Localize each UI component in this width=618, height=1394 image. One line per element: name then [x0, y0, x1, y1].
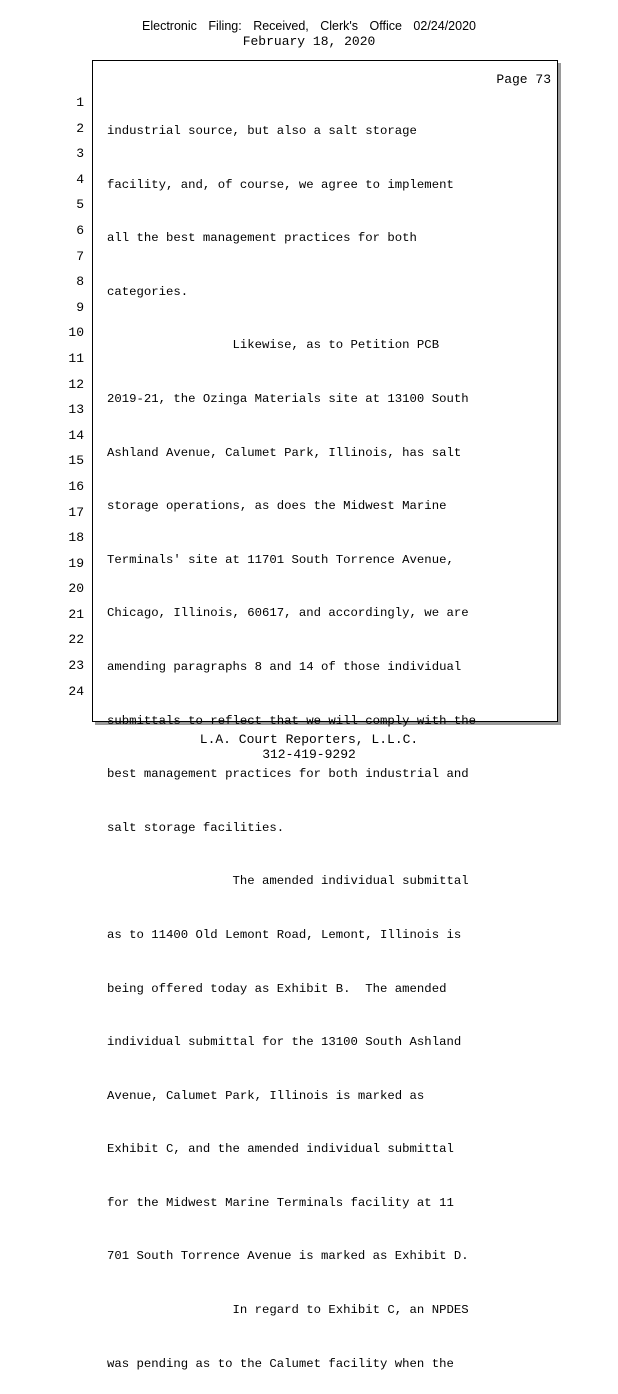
line-number: 18 [68, 530, 84, 546]
transcript-line: individual submittal for the 13100 South Ashland [107, 1035, 462, 1050]
transcript-line: amending paragraphs 8 and 14 of those individual [107, 659, 462, 674]
line-number: 2 [76, 120, 84, 136]
reporter-company: L.A. Court Reporters, L.L.C. [199, 732, 419, 747]
transcript-line: Terminals' site at 11701 South Torrence Avenue, [107, 552, 454, 567]
line-number: 14 [68, 427, 84, 443]
line-number: 21 [68, 606, 84, 622]
transcript-line: was pending as to the Calumet facility when the [107, 1356, 454, 1371]
line-number: 24 [68, 683, 84, 699]
line-number: 16 [68, 478, 84, 494]
line-number: 3 [76, 146, 84, 162]
line-number: 19 [68, 555, 84, 571]
line-number: 13 [68, 402, 84, 418]
transcript-line: as to 11400 Old Lemont Road, Lemont, Illinois is [107, 927, 462, 942]
line-number: 17 [68, 504, 84, 520]
transcript-line: industrial source, but also a salt storage [107, 124, 417, 138]
line-number: 1 [76, 95, 84, 110]
line-number: 8 [76, 274, 84, 290]
transcript-line: 701 South Torrence Avenue is marked as Exhibit D. [107, 1249, 469, 1264]
transcript-line: categories. [107, 284, 189, 299]
line-number: 11 [68, 350, 84, 366]
transcript-line: being offered today as Exhibit B. The amended [107, 981, 447, 996]
transcript-line: Avenue, Calumet Park, Illinois is marked as [107, 1088, 425, 1103]
transcript-line: Exhibit C, and the amended individual submittal [107, 1142, 454, 1157]
transcript-line: all the best management practices for both [107, 231, 417, 246]
line-number: 10 [68, 325, 84, 341]
transcript-line: Ashland Avenue, Calumet Park, Illinois, has salt [107, 445, 462, 460]
page-number: Page 73 [496, 72, 551, 87]
filing-stamp: Electronic Filing: Received, Clerk's Office 02/24/2020 [142, 19, 476, 33]
line-number: 22 [68, 632, 84, 648]
transcript-line: salt storage facilities. [107, 820, 285, 835]
line-number: 20 [68, 581, 84, 597]
transcript-line: for the Midwest Marine Terminals facility at 11 [107, 1195, 454, 1210]
transcript-line: best management practices for both industrial and [107, 767, 469, 782]
line-number-column [50, 94, 84, 708]
line-number: 6 [76, 222, 84, 238]
transcript-line: Likewise, as to Petition PCB [107, 338, 440, 353]
reporter-phone: 312-419-9292 [262, 747, 356, 762]
transcript-line: submittals to reflect that we will comply with the [107, 713, 476, 728]
line-number: 7 [76, 248, 84, 264]
line-number: 9 [76, 299, 84, 315]
reporter-footer [0, 732, 618, 762]
transcript-line: storage operations, as does the Midwest Marine [107, 499, 447, 514]
line-number: 4 [76, 171, 84, 187]
line-number: 12 [68, 376, 84, 392]
line-number: 23 [68, 658, 84, 674]
transcript-line: 2019-21, the Ozinga Materials site at 13100 South [107, 391, 469, 406]
transcript-date: February 18, 2020 [242, 34, 376, 49]
line-number: 5 [76, 197, 84, 213]
transcript-line: In regard to Exhibit C, an NPDES [107, 1303, 469, 1318]
line-number: 15 [68, 453, 84, 469]
transcript-line: The amended individual submittal [107, 874, 469, 889]
transcript-line: facility, and, of course, we agree to implement [107, 177, 454, 192]
transcript-line: Chicago, Illinois, 60617, and accordingly, we are [107, 606, 469, 621]
